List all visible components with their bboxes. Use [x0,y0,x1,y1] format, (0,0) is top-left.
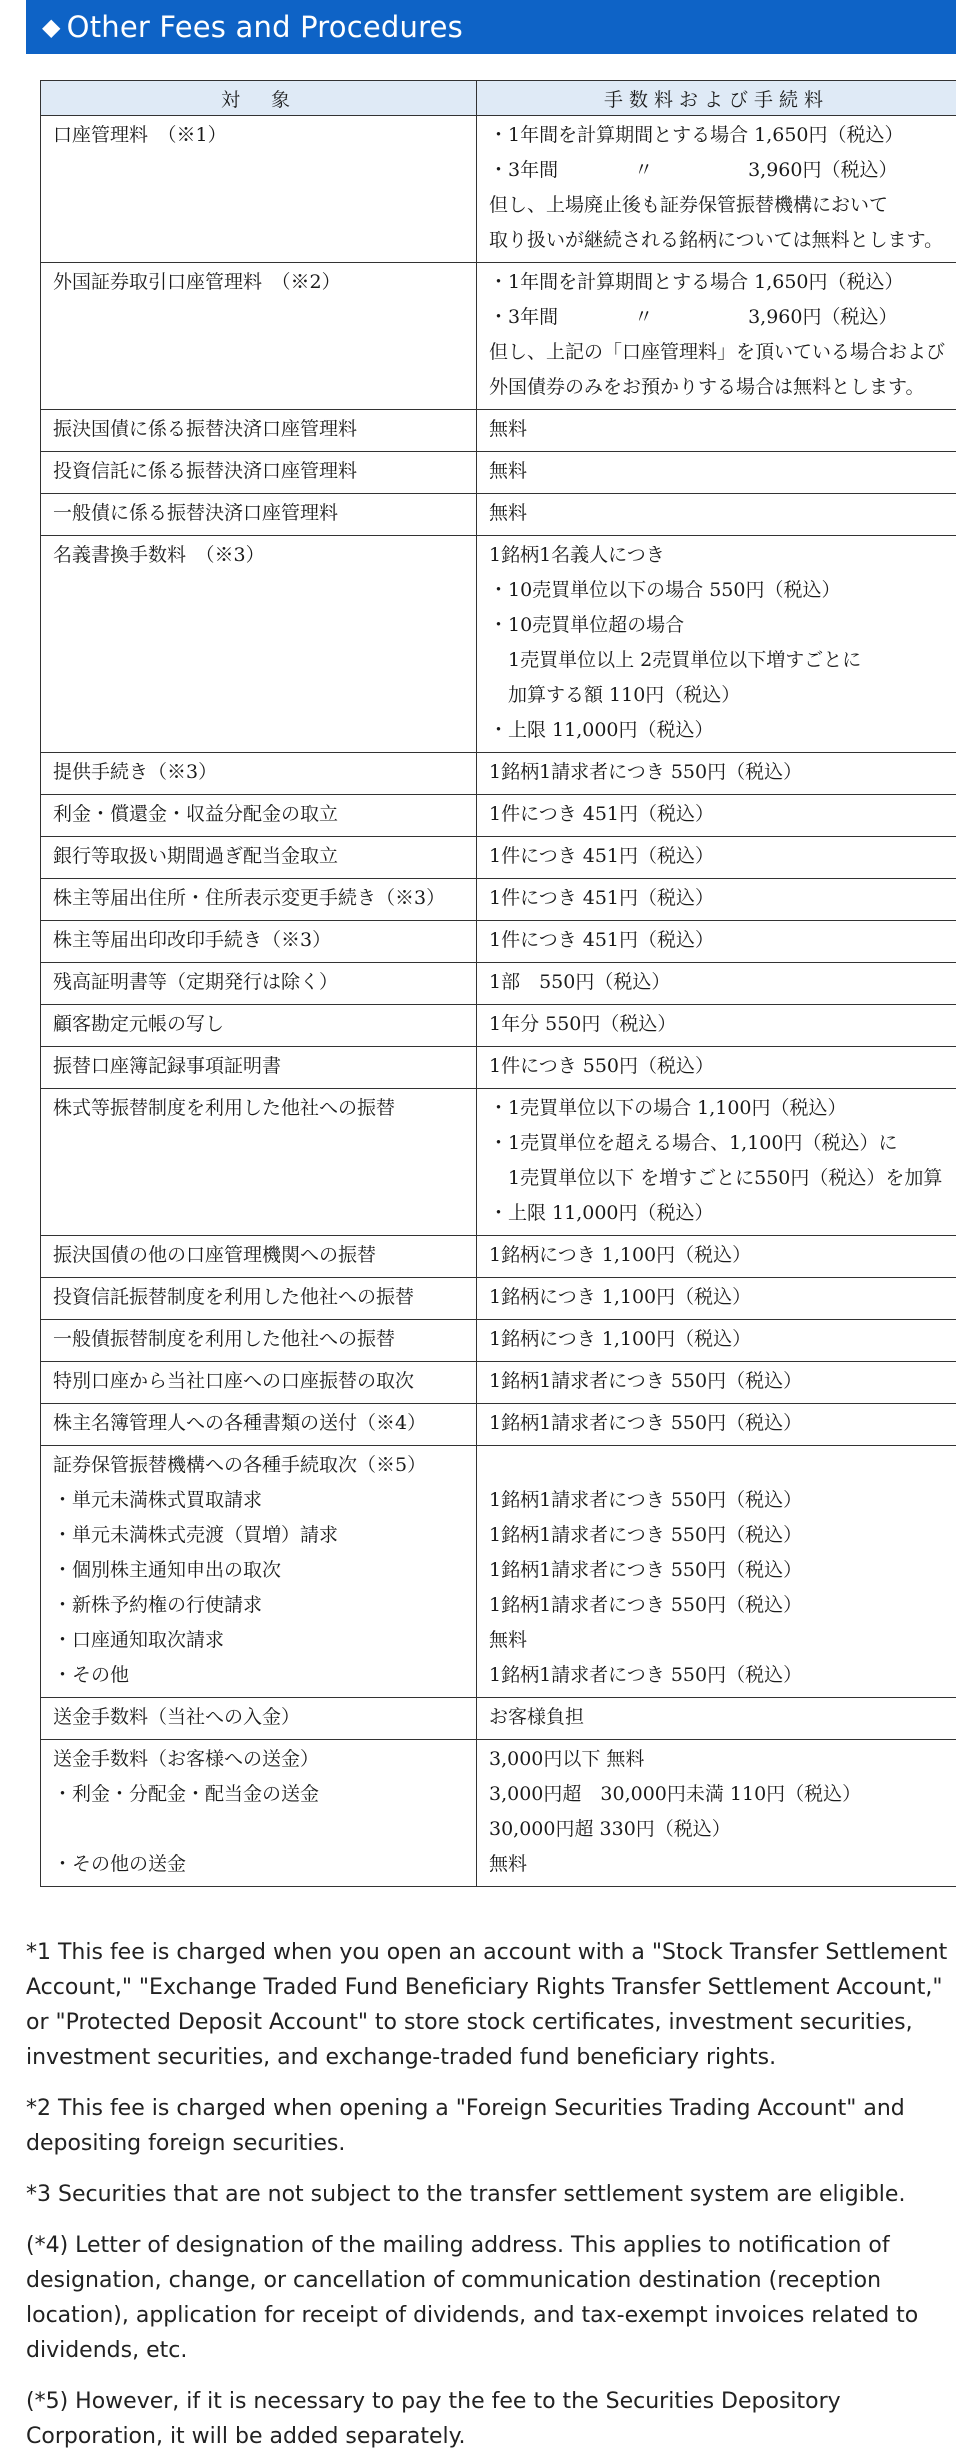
cell-line: 利金・償還金・収益分配金の取立 [53,797,468,832]
cell-line: 一般債に係る振替決済口座管理料 [53,496,468,531]
cell-line: 名義書換手数料 （※3） [53,538,468,573]
footnote-1: *1 This fee is charged when you open an account with a "Stock Transfer Settlement Account," "Exchange Traded Fund Beneficiary Rights Transfer Settlement Account," or "Protected Deposit Account" to store stock certificates, investment securities, investment securities, and exchange-traded fund beneficiary rights. [26,1935,956,2075]
cell-line: 振決国債に係る振替決済口座管理料 [53,412,468,447]
table-row [41,116,956,263]
cell-line: 3,000円以下 無料 [489,1742,948,1777]
cell-line: ・1年間を計算期間とする場合 1,650円（税込） [489,118,948,153]
row-fee-cell [477,1446,956,1698]
row-fee-cell [477,536,956,753]
cell-line: 1銘柄1請求者につき 550円（税込） [489,755,948,790]
table-row [41,1740,956,1887]
cell-line: 3,000円超 30,000円未満 110円（税込） [489,1777,948,1812]
row-target-cell [41,1089,477,1236]
cell-line: 送金手数料（当社への入金） [53,1700,468,1735]
cell-line: 1件につき 451円（税込） [489,797,948,832]
cell-line: 1銘柄1請求者につき 550円（税込） [489,1553,948,1588]
row-target-cell [41,1047,477,1089]
footnote-5: (*5) However, if it is necessary to pay the fee to the Securities Depository Corporation, it will be added separately. [26,2384,956,2454]
cell-line: ・3年間 〃 3,960円（税込） [489,300,948,335]
table-row [41,921,956,963]
cell-line: 1部 550円（税込） [489,965,948,1000]
cell-line: 1件につき 451円（税込） [489,923,948,958]
cell-line: 銀行等取扱い期間過ぎ配当金取立 [53,839,468,874]
row-fee-cell [477,1404,956,1446]
table-row [41,410,956,452]
row-target-cell [41,1446,477,1698]
cell-line: ・単元未満株式買取請求 [53,1483,468,1518]
table-row [41,452,956,494]
section-title: Other Fees and Procedures [67,10,463,44]
table-row [41,879,956,921]
cell-line: 株式等振替制度を利用した他社への振替 [53,1091,468,1126]
row-fee-cell [477,1740,956,1887]
cell-line: ・1年間を計算期間とする場合 1,650円（税込） [489,265,948,300]
row-fee-cell [477,837,956,879]
table-row [41,1404,956,1446]
row-fee-cell [477,1047,956,1089]
row-fee-cell [477,879,956,921]
cell-line: 1銘柄1請求者につき 550円（税込） [489,1658,948,1693]
table-row [41,837,956,879]
cell-line: 特別口座から当社口座への口座振替の取次 [53,1364,468,1399]
cell-line: 顧客勘定元帳の写し [53,1007,468,1042]
cell-line: 1件につき 550円（税込） [489,1049,948,1084]
cell-line: ・口座通知取次請求 [53,1623,468,1658]
table-row [41,1362,956,1404]
row-target-cell [41,1278,477,1320]
cell-line: 1銘柄1請求者につき 550円（税込） [489,1364,948,1399]
footnote-3: *3 Securities that are not subject to the transfer settlement system are eligible. [26,2177,956,2212]
row-fee-cell [477,753,956,795]
row-fee-cell [477,410,956,452]
cell-line: ・1売買単位以下の場合 1,100円（税込） [489,1091,948,1126]
cell-line: 1銘柄1名義人につき [489,538,948,573]
row-target-cell [41,1005,477,1047]
row-target-cell [41,1698,477,1740]
cell-line: 1銘柄1請求者につき 550円（税込） [489,1588,948,1623]
cell-line: 1銘柄1請求者につき 550円（税込） [489,1406,948,1441]
table-row [41,263,956,410]
cell-line [489,1448,948,1483]
diamond-icon: ◆ [42,13,61,41]
cell-line: 但し、上場廃止後も証券保管振替機構において [489,188,948,223]
table-row [41,795,956,837]
cell-line: 株主等届出印改印手続き（※3） [53,923,468,958]
cell-line: ・新株予約権の行使請求 [53,1588,468,1623]
cell-line: ・10売買単位超の場合 [489,608,948,643]
row-target-cell [41,1362,477,1404]
cell-line: 証券保管振替機構への各種手続取次（※5） [53,1448,468,1483]
cell-line: 投資信託に係る振替決済口座管理料 [53,454,468,489]
table-row [41,963,956,1005]
table-body [41,116,956,1887]
cell-line: ・個別株主通知申出の取次 [53,1553,468,1588]
row-target-cell [41,1404,477,1446]
cell-line: 外国証券取引口座管理料 （※2） [53,265,468,300]
row-target-cell [41,921,477,963]
column-header-fees: 手数料および手続料 [477,81,956,116]
cell-line: 1年分 550円（税込） [489,1007,948,1042]
cell-line: 無料 [489,496,948,531]
table-header-row [41,81,956,116]
cell-line: ・その他の送金 [53,1847,468,1882]
row-fee-cell [477,263,956,410]
row-target-cell [41,410,477,452]
row-fee-cell [477,1320,956,1362]
cell-line: ・上限 11,000円（税込） [489,1196,948,1231]
table-row [41,1005,956,1047]
cell-line: ・1売買単位を超える場合、1,100円（税込）に [489,1126,948,1161]
footnote-2: *2 This fee is charged when opening a "Foreign Securities Trading Account" and depositing foreign securities. [26,2091,956,2161]
cell-line [53,1812,468,1847]
row-fee-cell [477,1005,956,1047]
cell-line: 株主名簿管理人への各種書類の送付（※4） [53,1406,468,1441]
row-target-cell [41,1740,477,1887]
table-row [41,1278,956,1320]
cell-line: お客様負担 [489,1700,948,1735]
row-target-cell [41,837,477,879]
row-fee-cell [477,921,956,963]
column-header-target: 対 象 [41,81,477,116]
row-fee-cell [477,1278,956,1320]
cell-line: 1銘柄につき 1,100円（税込） [489,1238,948,1273]
cell-line: 残高証明書等（定期発行は除く） [53,965,468,1000]
cell-line: 外国債券のみをお預かりする場合は無料とします。 [489,370,948,405]
row-fee-cell [477,116,956,263]
table-row [41,753,956,795]
cell-line: ・上限 11,000円（税込） [489,713,948,748]
footnote-4: (*4) Letter of designation of the mailing address. This applies to notification of designation, change, or cancellation of communication destination (reception location), application for receipt of dividends, and tax-exempt invoices related to dividends, etc. [26,2228,956,2368]
row-fee-cell [477,1089,956,1236]
table-row [41,494,956,536]
cell-line: 1銘柄1請求者につき 550円（税込） [489,1518,948,1553]
cell-line: ・利金・分配金・配当金の送金 [53,1777,468,1812]
cell-line: 30,000円超 330円（税込） [489,1812,948,1847]
section-header [26,0,956,54]
row-target-cell [41,753,477,795]
cell-line: 1売買単位以上 2売買単位以下増すごとに [489,643,948,678]
cell-line: 1売買単位以下 を増すごとに550円（税込）を加算 [489,1161,948,1196]
cell-line: ・10売買単位以下の場合 550円（税込） [489,573,948,608]
cell-line: ・その他 [53,1658,468,1693]
cell-line: 1銘柄1請求者につき 550円（税込） [489,1483,948,1518]
cell-line: ・単元未満株式売渡（買増）請求 [53,1518,468,1553]
row-fee-cell [477,494,956,536]
cell-line: 加算する額 110円（税込） [489,678,948,713]
cell-line: 無料 [489,1623,948,1658]
table-row [41,1446,956,1698]
cell-line: 但し、上記の「口座管理料」を頂いている場合および [489,335,948,370]
cell-line: 口座管理料 （※1） [53,118,468,153]
row-target-cell [41,263,477,410]
row-fee-cell [477,1362,956,1404]
cell-line: 1銘柄につき 1,100円（税込） [489,1280,948,1315]
row-target-cell [41,879,477,921]
cell-line: ・3年間 〃 3,960円（税込） [489,153,948,188]
cell-line: 一般債振替制度を利用した他社への振替 [53,1322,468,1357]
cell-line: 無料 [489,1847,948,1882]
row-fee-cell [477,1698,956,1740]
row-target-cell [41,795,477,837]
fees-table [40,80,956,1887]
table-row [41,1320,956,1362]
footnotes [26,1935,956,2454]
table-row [41,1698,956,1740]
cell-line: 1銘柄につき 1,100円（税込） [489,1322,948,1357]
row-target-cell [41,1236,477,1278]
row-fee-cell [477,963,956,1005]
cell-line: 投資信託振替制度を利用した他社への振替 [53,1280,468,1315]
row-fee-cell [477,452,956,494]
row-target-cell [41,536,477,753]
cell-line: 無料 [489,454,948,489]
row-fee-cell [477,1236,956,1278]
cell-line: 振決国債の他の口座管理機関への振替 [53,1238,468,1273]
cell-line: 1件につき 451円（税込） [489,839,948,874]
row-target-cell [41,494,477,536]
table-row [41,1236,956,1278]
table-row [41,536,956,753]
table-row [41,1047,956,1089]
row-target-cell [41,963,477,1005]
cell-line: 株主等届出住所・住所表示変更手続き（※3） [53,881,468,916]
cell-line: 取り扱いが継続される銘柄については無料とします。 [489,223,948,258]
cell-line: 無料 [489,412,948,447]
cell-line: 振替口座簿記録事項証明書 [53,1049,468,1084]
cell-line: 提供手続き（※3） [53,755,468,790]
row-fee-cell [477,795,956,837]
row-target-cell [41,452,477,494]
cell-line: 1件につき 451円（税込） [489,881,948,916]
cell-line: 送金手数料（お客様への送金） [53,1742,468,1777]
row-target-cell [41,1320,477,1362]
table-row [41,1089,956,1236]
row-target-cell [41,116,477,263]
